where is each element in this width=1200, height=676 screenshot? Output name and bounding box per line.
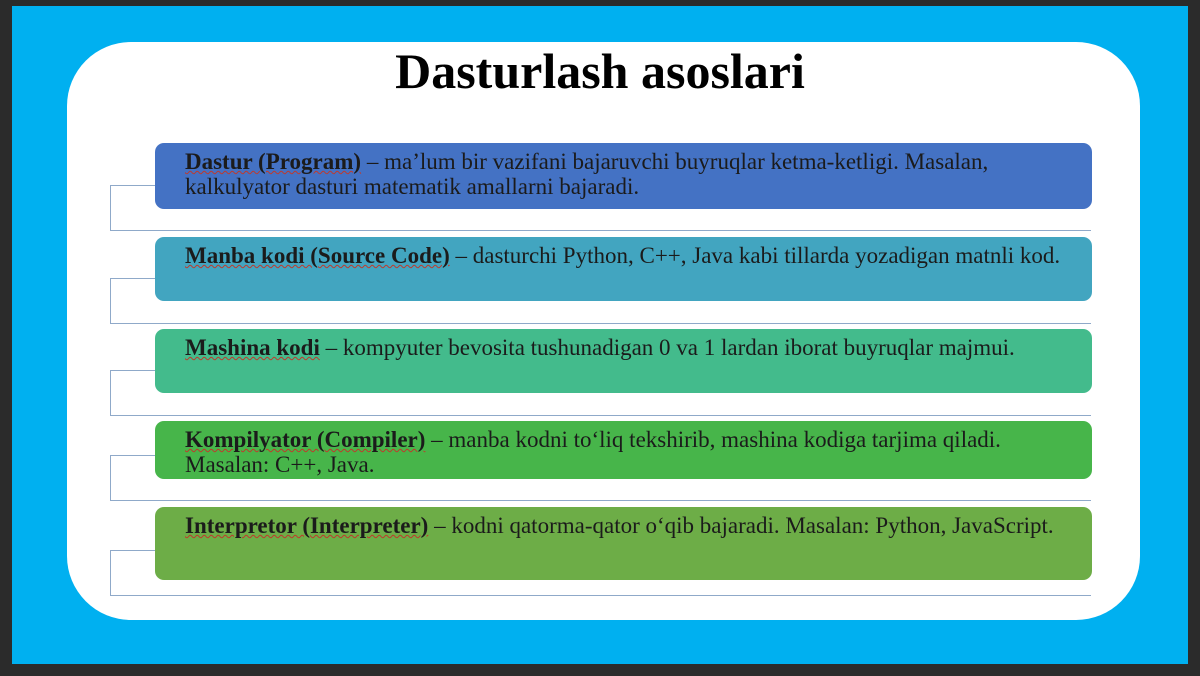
list-item-manba-kodi [155, 237, 1092, 301]
list-item-interpretor [155, 507, 1092, 580]
item-term: Manba kodi (Source Code) [185, 243, 450, 268]
item-text: – dasturchi Python, C++, Java kabi tillarda yozadigan matnli kod. [449, 243, 1061, 268]
slide-title: Dasturlash asoslari [395, 43, 805, 99]
item-term: Dastur (Program) [185, 149, 362, 174]
item-term: Kompilyator (Compiler) [185, 427, 426, 452]
item-term: Mashina kodi [185, 335, 320, 360]
item-term: Interpretor (Interpreter) [185, 513, 429, 538]
item-text: – ma’lum bir vazifani bajaruvchi buyruqlar ketma-ketligi. Masalan, kalkulyator dasturi matematik amallarni bajaradi. [185, 149, 989, 199]
list-item-dastur [155, 143, 1092, 209]
item-text: – kodni qatorma-qator o‘qib bajaradi. Masalan: Python, JavaScript. [428, 513, 1054, 538]
list-item-kompilyator [155, 421, 1092, 479]
item-text: – manba kodni to‘liq tekshirib, mashina kodiga tarjima qiladi. Masalan: C++, Java. [185, 427, 1001, 477]
list-item-mashina-kodi [155, 329, 1092, 393]
item-text: – kompyuter bevosita tushunadigan 0 va 1 lardan iborat buyruqlar majmui. [319, 335, 1015, 360]
